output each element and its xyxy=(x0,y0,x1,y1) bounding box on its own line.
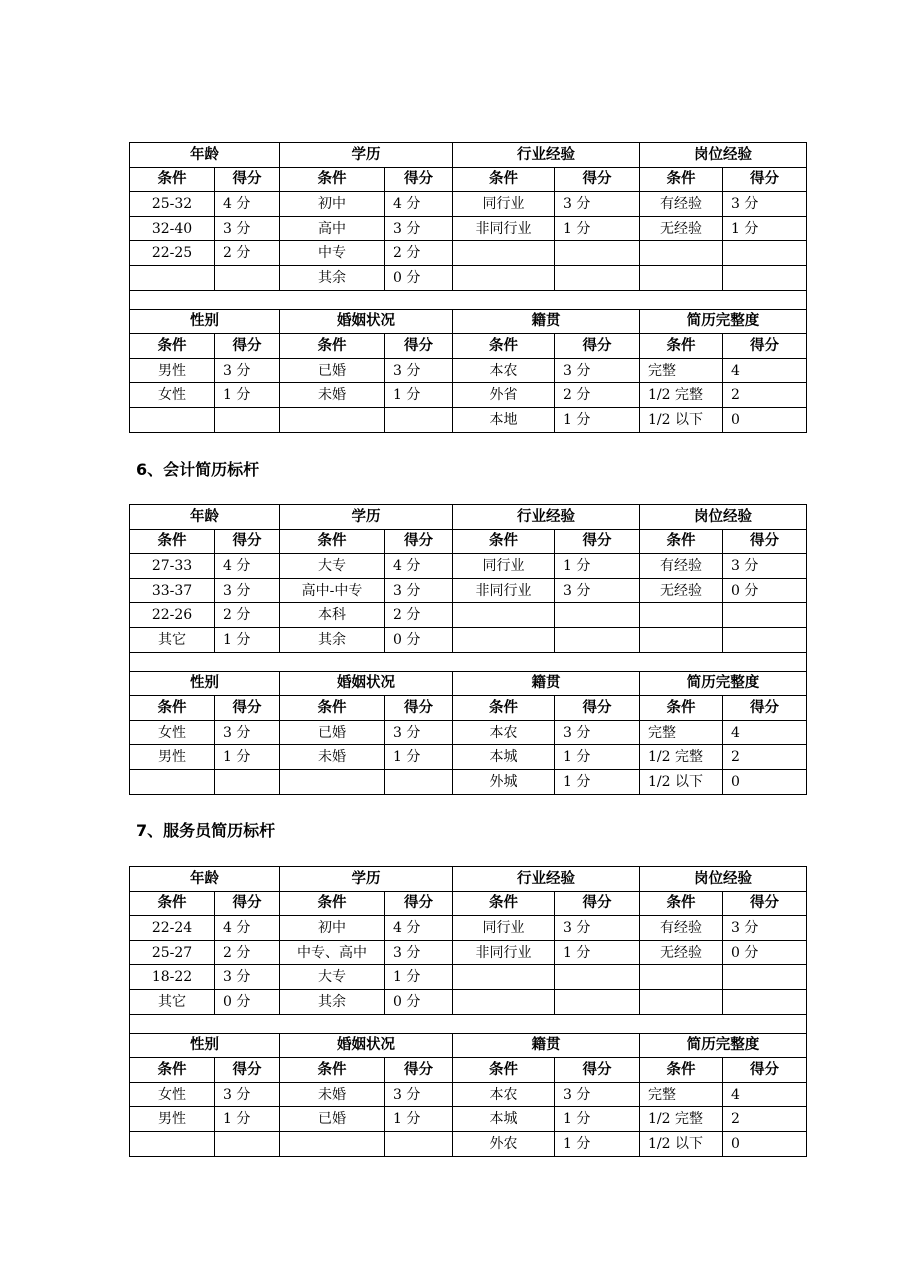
subheader-row xyxy=(130,167,807,192)
score-cell: 4 xyxy=(723,358,807,383)
condition-cell: 中专 xyxy=(280,241,385,266)
condition-cell: 本地 xyxy=(453,407,555,432)
condition-cell: 非同行业 xyxy=(453,940,555,965)
condition-cell: 有经验 xyxy=(640,554,723,579)
condition-cell xyxy=(640,627,723,652)
condition-cell: 已婚 xyxy=(280,358,385,383)
condition-cell: 外城 xyxy=(453,769,555,794)
condition-cell: 其余 xyxy=(280,627,385,652)
condition-cell xyxy=(280,769,385,794)
score-cell: 1 分 xyxy=(555,216,640,241)
score-cell: 1 分 xyxy=(385,1107,453,1132)
condition-cell: 22-24 xyxy=(130,916,215,941)
condition-cell: 女性 xyxy=(130,1082,215,1107)
condition-cell xyxy=(640,265,723,290)
score-cell: 2 xyxy=(723,745,807,770)
score-cell xyxy=(215,407,280,432)
score-cell: 1 分 xyxy=(385,383,453,408)
condition-cell: 本农 xyxy=(453,720,555,745)
condition-cell xyxy=(130,265,215,290)
subheader-row xyxy=(130,696,807,721)
condition-cell: 完整 xyxy=(640,720,723,745)
table-row xyxy=(130,383,807,408)
condition-cell: 22-25 xyxy=(130,241,215,266)
score-cell: 3 分 xyxy=(385,1082,453,1107)
score-cell: 3 分 xyxy=(723,192,807,217)
table-row xyxy=(130,358,807,383)
score-cell xyxy=(215,265,280,290)
condition-cell: 22-26 xyxy=(130,603,215,628)
category-header-row xyxy=(130,671,807,696)
section-heading: 6、会计简历标杆 xyxy=(136,460,260,479)
category-header: 岗位经验 xyxy=(640,143,807,168)
score-cell: 0 分 xyxy=(385,627,453,652)
score-cell: 3 分 xyxy=(723,554,807,579)
subheader-row xyxy=(130,529,807,554)
score-cell: 3 分 xyxy=(385,578,453,603)
score-header: 得分 xyxy=(385,167,453,192)
condition-cell: 1/2 完整 xyxy=(640,383,723,408)
score-header: 得分 xyxy=(555,167,640,192)
score-cell: 0 xyxy=(723,769,807,794)
condition-cell: 本城 xyxy=(453,1107,555,1132)
condition-cell: 27-33 xyxy=(130,554,215,579)
category-header: 学历 xyxy=(280,867,453,892)
score-cell: 3 分 xyxy=(555,720,640,745)
score-header: 得分 xyxy=(215,891,280,916)
table-row xyxy=(130,1082,807,1107)
score-cell: 4 xyxy=(723,720,807,745)
condition-cell: 未婚 xyxy=(280,383,385,408)
score-cell: 0 分 xyxy=(723,578,807,603)
condition-cell: 其它 xyxy=(130,627,215,652)
condition-cell: 已婚 xyxy=(280,720,385,745)
score-header: 得分 xyxy=(385,529,453,554)
category-header: 婚姻状况 xyxy=(280,309,453,334)
category-header: 简历完整度 xyxy=(640,1033,807,1058)
condition-cell: 外省 xyxy=(453,383,555,408)
score-cell: 2 分 xyxy=(215,940,280,965)
condition-header: 条件 xyxy=(453,529,555,554)
score-cell: 4 分 xyxy=(215,192,280,217)
score-cell: 4 分 xyxy=(385,554,453,579)
score-cell: 0 xyxy=(723,1131,807,1156)
score-cell: 2 分 xyxy=(385,603,453,628)
subheader-row xyxy=(130,1058,807,1083)
condition-header: 条件 xyxy=(280,334,385,359)
score-cell: 1 分 xyxy=(555,769,640,794)
condition-cell: 本城 xyxy=(453,745,555,770)
score-cell: 1 分 xyxy=(555,745,640,770)
category-header-row xyxy=(130,1033,807,1058)
score-cell xyxy=(723,603,807,628)
score-cell: 3 分 xyxy=(723,916,807,941)
category-header: 简历完整度 xyxy=(640,309,807,334)
condition-cell: 本科 xyxy=(280,603,385,628)
table-row xyxy=(130,241,807,266)
condition-cell: 本农 xyxy=(453,1082,555,1107)
score-cell: 1 分 xyxy=(215,383,280,408)
score-header: 得分 xyxy=(723,891,807,916)
condition-cell: 完整 xyxy=(640,358,723,383)
category-header: 简历完整度 xyxy=(640,671,807,696)
score-cell: 1 分 xyxy=(215,627,280,652)
category-header: 性别 xyxy=(130,671,280,696)
score-header: 得分 xyxy=(385,334,453,359)
table-row xyxy=(130,627,807,652)
category-header: 行业经验 xyxy=(453,143,640,168)
score-header: 得分 xyxy=(385,1058,453,1083)
score-header: 得分 xyxy=(215,167,280,192)
spacer-cell xyxy=(130,290,807,309)
score-cell: 0 分 xyxy=(215,989,280,1014)
score-cell: 3 分 xyxy=(385,720,453,745)
condition-cell xyxy=(453,989,555,1014)
condition-cell: 中专、高中 xyxy=(280,940,385,965)
score-header: 得分 xyxy=(723,334,807,359)
condition-cell: 无经验 xyxy=(640,940,723,965)
condition-header: 条件 xyxy=(640,1058,723,1083)
condition-header: 条件 xyxy=(130,529,215,554)
score-header: 得分 xyxy=(723,529,807,554)
score-cell: 1 分 xyxy=(555,407,640,432)
score-cell: 1 分 xyxy=(555,1107,640,1132)
condition-cell: 无经验 xyxy=(640,578,723,603)
condition-header: 条件 xyxy=(130,891,215,916)
category-header: 性别 xyxy=(130,1033,280,1058)
score-cell xyxy=(723,265,807,290)
score-header: 得分 xyxy=(215,696,280,721)
score-cell xyxy=(555,241,640,266)
score-cell xyxy=(555,965,640,990)
category-header: 婚姻状况 xyxy=(280,671,453,696)
condition-header: 条件 xyxy=(453,696,555,721)
condition-cell: 1/2 以下 xyxy=(640,769,723,794)
condition-cell: 大专 xyxy=(280,965,385,990)
score-cell: 3 分 xyxy=(385,940,453,965)
condition-cell: 男性 xyxy=(130,1107,215,1132)
score-cell xyxy=(723,965,807,990)
condition-cell xyxy=(130,769,215,794)
category-header: 婚姻状况 xyxy=(280,1033,453,1058)
category-header: 岗位经验 xyxy=(640,867,807,892)
score-cell xyxy=(723,241,807,266)
spacer-row xyxy=(130,290,807,309)
condition-cell: 未婚 xyxy=(280,745,385,770)
category-header: 年龄 xyxy=(130,505,280,530)
score-cell: 1 分 xyxy=(723,216,807,241)
scoring-table xyxy=(129,504,807,795)
table-row xyxy=(130,720,807,745)
condition-header: 条件 xyxy=(640,334,723,359)
score-cell: 3 分 xyxy=(385,216,453,241)
condition-header: 条件 xyxy=(453,1058,555,1083)
category-header: 年龄 xyxy=(130,143,280,168)
score-cell xyxy=(215,769,280,794)
scoring-table xyxy=(129,142,807,433)
score-cell: 0 分 xyxy=(385,989,453,1014)
table-row xyxy=(130,192,807,217)
condition-header: 条件 xyxy=(640,529,723,554)
score-cell: 1 分 xyxy=(215,745,280,770)
condition-cell xyxy=(640,989,723,1014)
score-cell: 1 分 xyxy=(215,1107,280,1132)
condition-header: 条件 xyxy=(280,891,385,916)
score-cell xyxy=(555,265,640,290)
condition-cell: 高中-中专 xyxy=(280,578,385,603)
table-row xyxy=(130,554,807,579)
condition-header: 条件 xyxy=(453,334,555,359)
category-header: 行业经验 xyxy=(453,867,640,892)
score-cell: 3 分 xyxy=(215,358,280,383)
score-header: 得分 xyxy=(555,891,640,916)
table-row xyxy=(130,578,807,603)
condition-cell xyxy=(453,603,555,628)
table-row xyxy=(130,940,807,965)
condition-cell: 完整 xyxy=(640,1082,723,1107)
table-row xyxy=(130,745,807,770)
spacer-cell xyxy=(130,652,807,671)
score-cell: 0 xyxy=(723,407,807,432)
score-cell: 2 xyxy=(723,383,807,408)
score-cell: 3 分 xyxy=(385,358,453,383)
score-cell: 4 分 xyxy=(215,554,280,579)
score-cell xyxy=(555,627,640,652)
condition-cell: 非同行业 xyxy=(453,216,555,241)
score-header: 得分 xyxy=(723,167,807,192)
condition-cell: 同行业 xyxy=(453,554,555,579)
condition-cell: 大专 xyxy=(280,554,385,579)
category-header-row xyxy=(130,867,807,892)
condition-cell: 18-22 xyxy=(130,965,215,990)
condition-cell xyxy=(453,627,555,652)
score-cell xyxy=(723,627,807,652)
table-row xyxy=(130,216,807,241)
condition-header: 条件 xyxy=(640,167,723,192)
table-row xyxy=(130,916,807,941)
score-header: 得分 xyxy=(555,696,640,721)
score-cell: 2 分 xyxy=(215,241,280,266)
category-header: 学历 xyxy=(280,505,453,530)
condition-cell: 本农 xyxy=(453,358,555,383)
condition-header: 条件 xyxy=(453,167,555,192)
condition-cell xyxy=(130,1131,215,1156)
category-header: 籍贯 xyxy=(453,671,640,696)
condition-header: 条件 xyxy=(640,696,723,721)
condition-cell: 已婚 xyxy=(280,1107,385,1132)
condition-header: 条件 xyxy=(130,696,215,721)
condition-header: 条件 xyxy=(280,167,385,192)
score-header: 得分 xyxy=(723,1058,807,1083)
score-header: 得分 xyxy=(555,529,640,554)
score-cell: 0 分 xyxy=(385,265,453,290)
condition-cell xyxy=(640,965,723,990)
score-header: 得分 xyxy=(215,529,280,554)
condition-cell xyxy=(453,241,555,266)
score-cell: 1 分 xyxy=(555,554,640,579)
condition-cell: 女性 xyxy=(130,383,215,408)
category-header: 岗位经验 xyxy=(640,505,807,530)
condition-header: 条件 xyxy=(280,529,385,554)
condition-cell xyxy=(280,1131,385,1156)
condition-cell xyxy=(280,407,385,432)
condition-header: 条件 xyxy=(640,891,723,916)
score-header: 得分 xyxy=(555,334,640,359)
condition-header: 条件 xyxy=(280,696,385,721)
score-header: 得分 xyxy=(385,891,453,916)
table-row xyxy=(130,965,807,990)
spacer-cell xyxy=(130,1014,807,1033)
section-heading: 7、服务员简历标杆 xyxy=(136,821,276,840)
score-cell: 1 分 xyxy=(385,965,453,990)
score-header: 得分 xyxy=(385,696,453,721)
scoring-table xyxy=(129,866,807,1157)
condition-cell: 无经验 xyxy=(640,216,723,241)
condition-cell: 男性 xyxy=(130,745,215,770)
condition-cell: 有经验 xyxy=(640,192,723,217)
condition-cell: 其余 xyxy=(280,265,385,290)
condition-cell: 女性 xyxy=(130,720,215,745)
category-header-row xyxy=(130,309,807,334)
category-header: 性别 xyxy=(130,309,280,334)
condition-cell: 初中 xyxy=(280,192,385,217)
condition-header: 条件 xyxy=(130,167,215,192)
category-header: 行业经验 xyxy=(453,505,640,530)
condition-cell xyxy=(130,407,215,432)
score-cell xyxy=(385,407,453,432)
table-row xyxy=(130,265,807,290)
score-cell: 4 分 xyxy=(385,916,453,941)
condition-cell: 其余 xyxy=(280,989,385,1014)
condition-cell xyxy=(640,241,723,266)
condition-cell: 33-37 xyxy=(130,578,215,603)
score-cell: 3 分 xyxy=(215,578,280,603)
score-cell: 3 分 xyxy=(555,358,640,383)
condition-cell: 1/2 完整 xyxy=(640,1107,723,1132)
condition-cell: 其它 xyxy=(130,989,215,1014)
condition-cell: 1/2 以下 xyxy=(640,407,723,432)
category-header: 籍贯 xyxy=(453,309,640,334)
score-cell: 3 分 xyxy=(215,965,280,990)
table-row xyxy=(130,407,807,432)
category-header-row xyxy=(130,505,807,530)
condition-cell: 1/2 完整 xyxy=(640,745,723,770)
subheader-row xyxy=(130,891,807,916)
condition-cell: 25-27 xyxy=(130,940,215,965)
score-cell: 2 分 xyxy=(385,241,453,266)
score-header: 得分 xyxy=(555,1058,640,1083)
score-cell: 3 分 xyxy=(555,1082,640,1107)
score-cell: 4 xyxy=(723,1082,807,1107)
score-cell xyxy=(555,603,640,628)
condition-header: 条件 xyxy=(453,891,555,916)
score-header: 得分 xyxy=(215,1058,280,1083)
score-cell: 2 xyxy=(723,1107,807,1132)
table-row xyxy=(130,1131,807,1156)
score-cell xyxy=(555,989,640,1014)
category-header: 籍贯 xyxy=(453,1033,640,1058)
score-cell xyxy=(723,989,807,1014)
condition-cell xyxy=(640,603,723,628)
category-header: 年龄 xyxy=(130,867,280,892)
score-cell xyxy=(385,1131,453,1156)
score-cell: 4 分 xyxy=(385,192,453,217)
category-header-row xyxy=(130,143,807,168)
score-cell xyxy=(215,1131,280,1156)
category-header: 学历 xyxy=(280,143,453,168)
score-cell: 3 分 xyxy=(555,192,640,217)
score-header: 得分 xyxy=(215,334,280,359)
table-row xyxy=(130,989,807,1014)
table-row xyxy=(130,1107,807,1132)
spacer-row xyxy=(130,652,807,671)
score-cell: 1 分 xyxy=(555,1131,640,1156)
condition-cell: 外农 xyxy=(453,1131,555,1156)
score-cell xyxy=(385,769,453,794)
condition-cell: 高中 xyxy=(280,216,385,241)
condition-cell: 25-32 xyxy=(130,192,215,217)
score-cell: 0 分 xyxy=(723,940,807,965)
score-cell: 2 分 xyxy=(215,603,280,628)
subheader-row xyxy=(130,334,807,359)
condition-cell: 32-40 xyxy=(130,216,215,241)
score-cell: 3 分 xyxy=(215,216,280,241)
condition-cell: 非同行业 xyxy=(453,578,555,603)
score-cell: 4 分 xyxy=(215,916,280,941)
score-cell: 3 分 xyxy=(215,720,280,745)
score-cell: 3 分 xyxy=(555,578,640,603)
condition-cell xyxy=(453,965,555,990)
condition-cell: 未婚 xyxy=(280,1082,385,1107)
score-cell: 3 分 xyxy=(215,1082,280,1107)
score-cell: 3 分 xyxy=(555,916,640,941)
condition-header: 条件 xyxy=(130,1058,215,1083)
table-row xyxy=(130,769,807,794)
condition-header: 条件 xyxy=(130,334,215,359)
condition-cell xyxy=(453,265,555,290)
condition-header: 条件 xyxy=(280,1058,385,1083)
score-cell: 2 分 xyxy=(555,383,640,408)
table-row xyxy=(130,603,807,628)
condition-cell: 1/2 以下 xyxy=(640,1131,723,1156)
condition-cell: 有经验 xyxy=(640,916,723,941)
score-cell: 1 分 xyxy=(555,940,640,965)
condition-cell: 同行业 xyxy=(453,192,555,217)
spacer-row xyxy=(130,1014,807,1033)
condition-cell: 男性 xyxy=(130,358,215,383)
score-header: 得分 xyxy=(723,696,807,721)
condition-cell: 同行业 xyxy=(453,916,555,941)
condition-cell: 初中 xyxy=(280,916,385,941)
score-cell: 1 分 xyxy=(385,745,453,770)
